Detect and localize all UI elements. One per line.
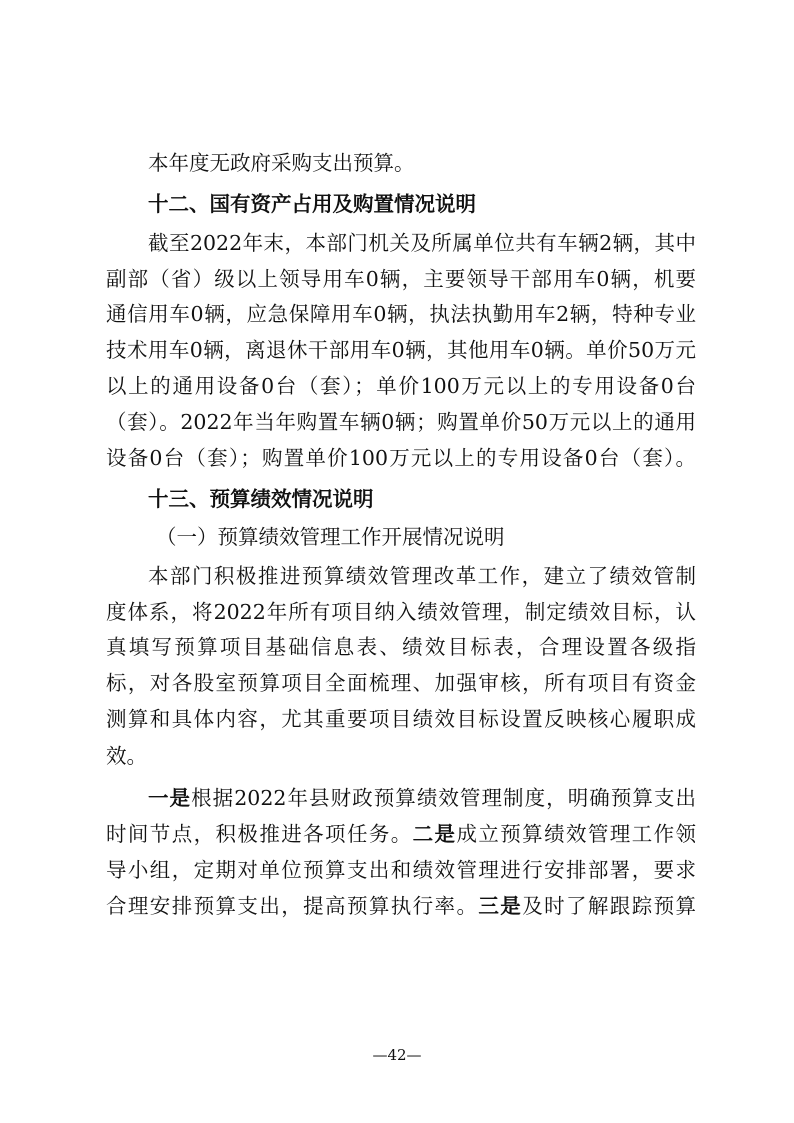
paragraph-line: 设备0台（套）；购置单价100万元以上的专用设备0台（套）。	[106, 446, 696, 470]
section-heading-13: 十三、预算绩效情况说明	[148, 487, 374, 511]
paragraph-line: 通信用车0辆，应急保障用车0辆，执法执勤用车2辆，特种专业	[106, 302, 696, 326]
section-heading-12: 十二、国有资产占用及购置情况说明	[148, 192, 476, 216]
text-run: 根据2022年县财政预算绩效管理制度，明确预算支出	[191, 786, 697, 810]
text-run: 合理安排预算支出，提高预算执行率。	[106, 894, 479, 918]
paragraph-line: 副部（省）级以上领导用车0辆，主要领导干部用车0辆，机要	[106, 267, 696, 291]
paragraph-line: 截至2022年末，本部门机关及所属单位共有车辆2辆，其中	[148, 231, 696, 255]
subsection-heading: （一）预算绩效管理工作开展情况说明	[156, 525, 505, 549]
paragraph-line: 测算和具体内容，尤其重要项目绩效目标设置反映核心履职成	[106, 707, 696, 731]
paragraph-line	[148, 785, 696, 811]
paragraph-line: 技术用车0辆，离退休干部用车0辆，其他用车0辆。单价50万元	[106, 338, 696, 362]
paragraph-line: 度体系，将2022年所有项目纳入绩效管理，制定绩效目标，认	[106, 600, 696, 624]
paragraph-line	[106, 893, 696, 919]
paragraph-line: 效。	[106, 744, 147, 768]
paragraph-line: （套）。2022年当年购置车辆0辆；购置单价50万元以上的通用	[106, 410, 696, 434]
paragraph-line: 本部门积极推进预算绩效管理改革工作，建立了绩效管制	[148, 564, 696, 588]
paragraph-line: 真填写预算项目基础信息表、绩效目标表，合理设置各级指	[106, 635, 696, 659]
paragraph-line	[106, 821, 696, 847]
emphasis-third: 三是	[478, 894, 523, 918]
text-run: 及时了解跟踪预算	[522, 894, 697, 918]
paragraph-line: 标，对各股室预算项目全面梳理、加强审核，所有项目有资金	[106, 671, 696, 695]
text-run: 时间节点，积极推进各项任务。	[106, 822, 413, 846]
page-number: —42—	[372, 1046, 422, 1064]
text-run: 成立预算绩效管理工作领	[456, 822, 697, 846]
emphasis-first: 一是	[148, 786, 192, 810]
paragraph-line: 导小组，定期对单位预算支出和绩效管理进行安排部署，要求	[106, 858, 696, 882]
paragraph-line: 以上的通用设备0台（套）；单价100万元以上的专用设备0台	[106, 374, 696, 398]
emphasis-second: 二是	[412, 822, 457, 846]
paragraph-line: 本年度无政府采购支出预算。	[148, 151, 415, 175]
